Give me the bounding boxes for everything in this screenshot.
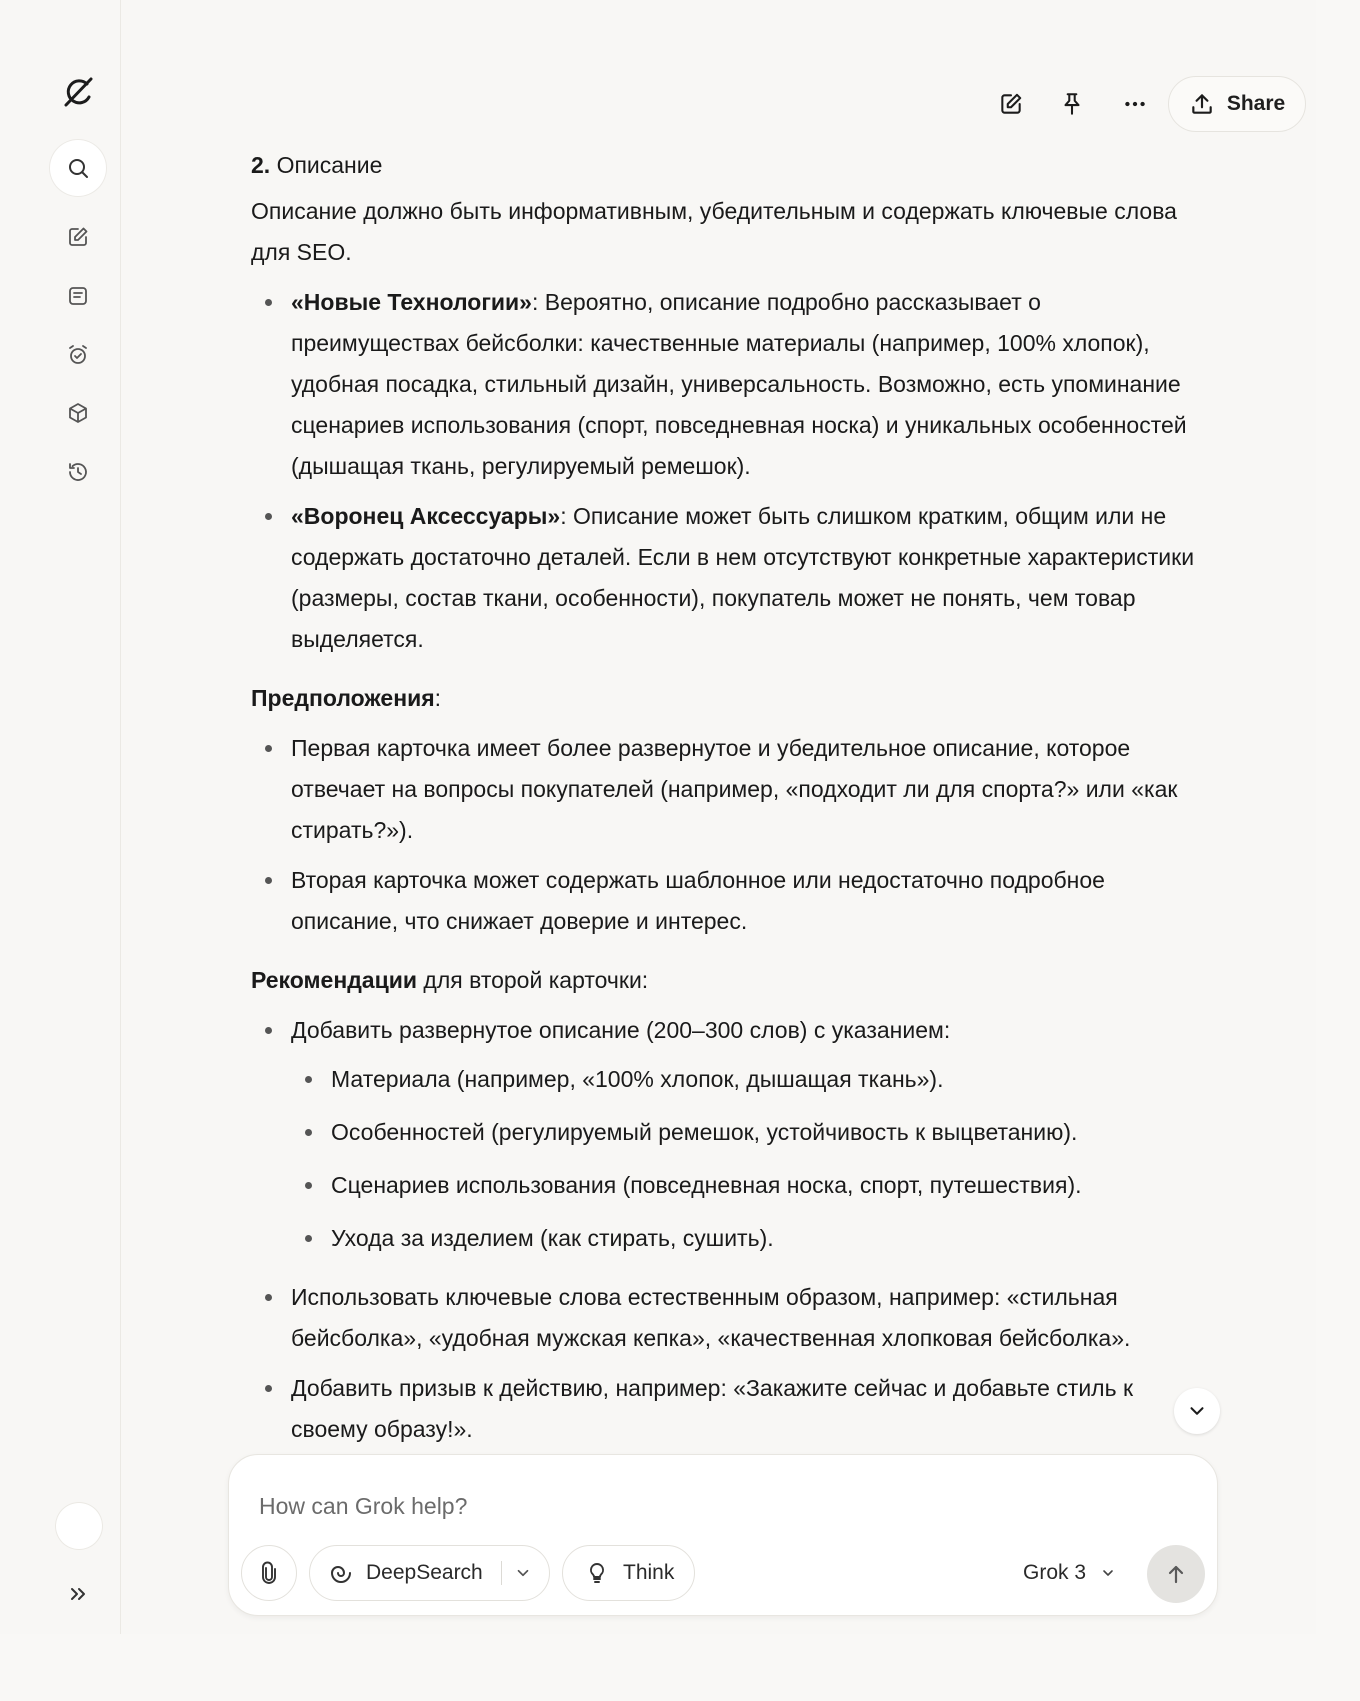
section-intro: Описание должно быть информативным, убедительным и содержать ключевые слова для SEO.	[251, 198, 1177, 265]
attach-button[interactable]	[241, 1545, 297, 1601]
prompt-input[interactable]	[257, 1485, 1161, 1527]
arrow-up-icon	[1164, 1562, 1188, 1586]
list-item: Материала (например, «100% хлопок, дышащая ткань»).	[291, 1059, 1211, 1100]
expand-sidebar-button[interactable]	[50, 1566, 106, 1622]
deepsearch-icon	[328, 1560, 354, 1586]
list-item: Добавить призыв к действию, например: «Закажите сейчас и добавьте стиль к своему образу!».	[251, 1368, 1211, 1450]
think-button[interactable]	[562, 1545, 695, 1601]
list-item: Вторая карточка может содержать шаблонное или недостаточно подробное описание, что снижает доверие и интерес.	[251, 860, 1211, 942]
lightbulb-icon	[585, 1561, 609, 1585]
pin-icon	[1059, 91, 1085, 117]
search-icon	[66, 156, 90, 180]
scroll-to-bottom-button[interactable]	[1174, 1388, 1220, 1434]
list-item: Ухода за изделием (как стирать, сушить).	[291, 1218, 1211, 1259]
chevron-down-icon	[1100, 1565, 1116, 1581]
section-heading: 2. Описание	[251, 152, 383, 178]
note-icon	[66, 284, 90, 308]
share-label: Share	[1226, 92, 1286, 115]
workspaces-button[interactable]	[50, 385, 106, 441]
avatar[interactable]	[56, 1503, 102, 1549]
edit-icon	[66, 225, 90, 249]
list-item: Использовать ключевые слова естественным образом, например: «стильная бейсболка», «удобная мужская кепка», «качественная хлопковая бейсболка».	[251, 1277, 1211, 1359]
composer	[228, 1454, 1218, 1616]
new-chat-button[interactable]	[50, 209, 106, 265]
tasks-button[interactable]	[50, 327, 106, 383]
more-dots-icon	[1122, 91, 1148, 117]
list-item: «Новые Технологии»: Вероятно, описание подробно рассказывает о преимуществах бейсболки: качественные материалы (например, 100% хлопок), удобная посадка, стильный дизайн, универсальность. Возможно, есть упоминание сценариев использования (спорт, повседневная носка) и уникальных особенностей (дышащая ткань, регулируемый ремешок).	[251, 282, 1211, 487]
list-item: Первая карточка имеет более развернутое и убедительное описание, которое отвечает на вопросы покупателей (например, «подходит ли для спорта?» или «как стирать?»).	[251, 728, 1211, 851]
description-list	[251, 282, 1211, 660]
paperclip-icon	[257, 1561, 281, 1585]
deepsearch-label: DeepSearch	[366, 1561, 483, 1584]
chevron-down-icon[interactable]	[514, 1564, 532, 1582]
chevron-down-icon	[1186, 1400, 1208, 1422]
recommendations-heading: Рекомендации для второй карточки:	[251, 967, 649, 993]
top-bar	[0, 76, 1316, 132]
share-button[interactable]	[1168, 76, 1306, 132]
edit-chat-button[interactable]	[993, 86, 1029, 122]
assumptions-heading: Предположения:	[251, 685, 442, 711]
model-selector[interactable]	[1023, 1558, 1116, 1588]
assumptions-list	[251, 728, 1211, 942]
list-item: Сценариев использования (повседневная носка, спорт, путешествия).	[291, 1165, 1211, 1206]
list-item: «Воронец Аксессуары»: Описание может быть слишком кратким, общим или не содержать достаточно деталей. Если в нем отсутствуют конкретные характеристики (размеры, состав ткани, особенности), покупатель может не понять, чем товар выделяется.	[251, 496, 1211, 660]
recommendations-list	[251, 1010, 1211, 1450]
history-button[interactable]	[50, 444, 106, 500]
edit-icon	[998, 91, 1024, 117]
list-item: Особенностей (регулируемый ремешок, устойчивость к выцветанию).	[291, 1112, 1211, 1153]
divider	[501, 1561, 502, 1585]
share-upload-icon	[1189, 91, 1215, 117]
cube-icon	[66, 401, 90, 425]
notes-button[interactable]	[50, 268, 106, 324]
list-item: Добавить развернутое описание (200–300 слов) с указанием: Материала (например, «100% хлопок, дышащая ткань»). Особенностей (регулируемый ремешок, устойчивость к выцветанию). Сценариев использования (повседневная носка, спорт, путешествия). Ухода за изделием (как стирать, сушить).	[251, 1010, 1211, 1259]
model-label: Grok 3	[1023, 1561, 1087, 1584]
deepsearch-button[interactable]	[309, 1545, 550, 1601]
alarm-clock-icon	[66, 343, 90, 367]
history-icon	[66, 460, 90, 484]
more-options-button[interactable]	[1117, 86, 1153, 122]
chevrons-right-icon	[66, 1582, 90, 1606]
send-button[interactable]	[1147, 1545, 1205, 1603]
sub-list	[291, 1059, 1211, 1259]
sidebar	[0, 0, 121, 1634]
message-content	[251, 145, 1211, 1455]
pin-button[interactable]	[1054, 86, 1090, 122]
think-label: Think	[623, 1561, 675, 1584]
search-button[interactable]	[50, 140, 106, 196]
